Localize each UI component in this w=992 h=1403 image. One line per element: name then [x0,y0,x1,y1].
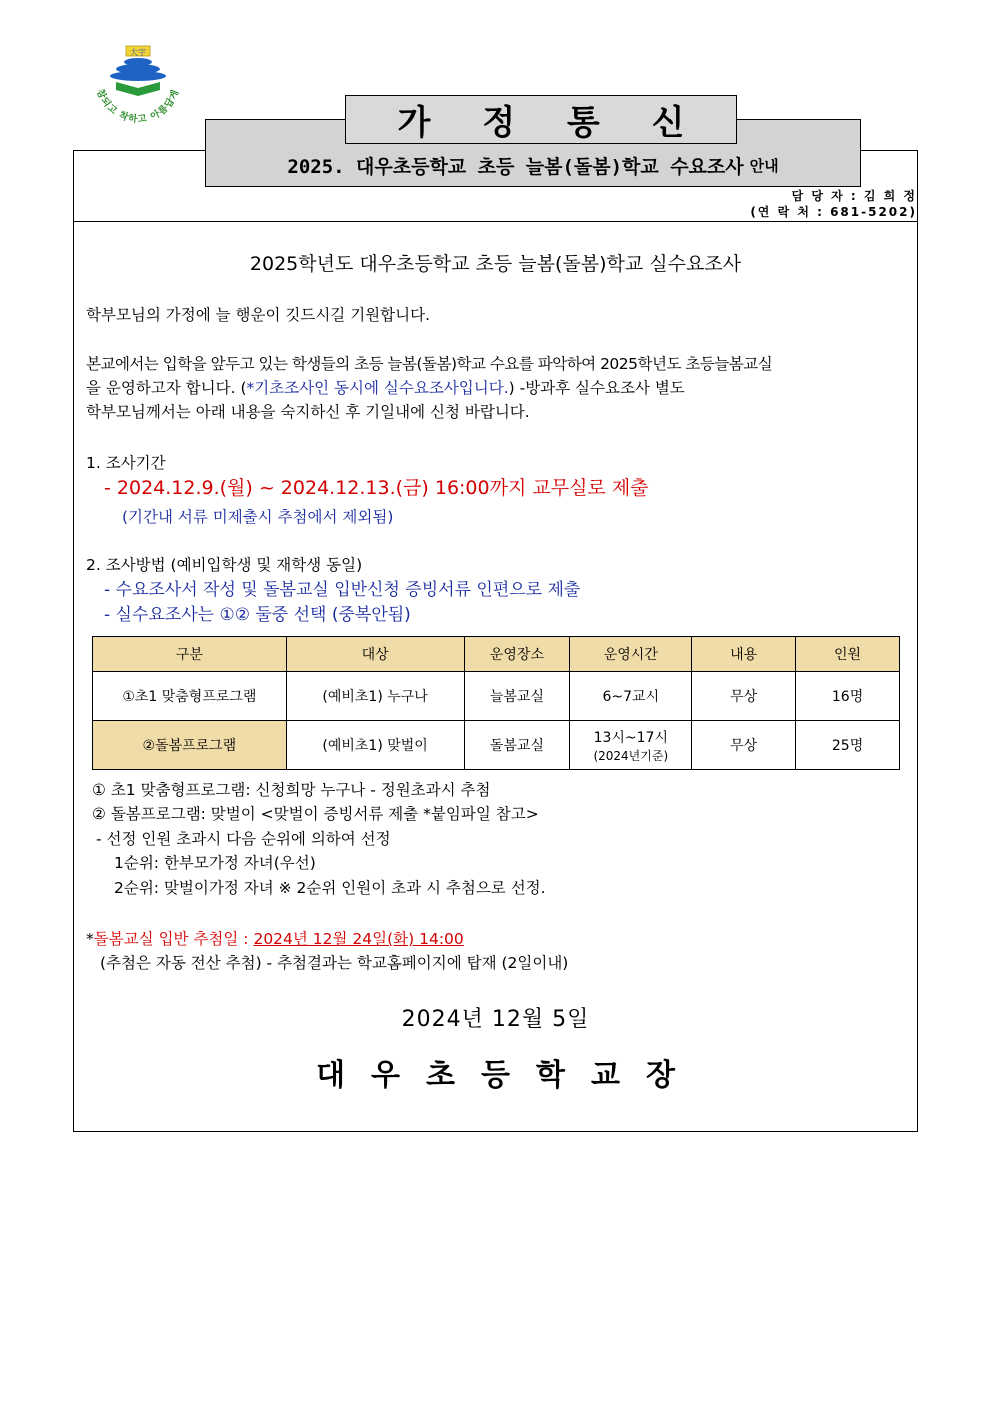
logo-motto: 참되고 착하고 아름답게 [94,87,182,126]
intro-line-3: 학부모님께서는 아래 내용을 숙지하신 후 기일내에 신청 바랍니다. [86,403,530,421]
subtitle-text: 2025. 대우초등학교 초등 늘봄(돌봄)학교 수요조사 [287,155,744,178]
intro-line-2-a: 을 운영하고자 합니다. ( [86,379,247,397]
cell-time-main: 13시~17시 [593,729,668,746]
contact-info [750,188,917,220]
draw-date: 2024년 12월 24일(화) 14:00 [253,930,464,948]
draw-date-line [86,927,464,951]
col-header-place: 운영장소 [464,637,570,672]
draw-prefix: * [86,930,94,948]
cell-content: 무상 [692,721,796,770]
col-header-target: 대상 [286,637,464,672]
table-row [93,721,900,770]
intro-line-2 [86,376,685,400]
cell-place: 돌봄교실 [464,721,570,770]
greeting: 학부모님의 가정에 늘 행운이 깃드시길 기원합니다. [86,306,430,324]
intro-line-2-blue: *기초조사인 동시에 실수요조사입니다. [246,379,509,397]
cell-time [570,721,692,770]
rank-2: 2순위: 맞벌이가정 자녀 ※ 2순위 인원이 초과 시 추첨으로 선정. [114,879,546,897]
draw-label: 돌봄교실 입반 추첨일 : [93,930,254,948]
table-row [93,672,900,721]
table-header-row [93,637,900,672]
header-divider [73,221,918,222]
logo-emblem-text: 大宇 [130,48,146,57]
section1-heading: 1. 조사기간 [86,454,166,472]
col-header-category: 구분 [93,637,287,672]
cell-target: (예비초1) 누구나 [286,672,464,721]
cell-count: 25명 [796,721,900,770]
cell-count: 16명 [796,672,900,721]
cell-time: 6~7교시 [570,672,692,721]
section2-item-1: - 수요조사서 작성 및 돌봄교실 입반신청 증빙서류 인편으로 제출 [104,580,581,600]
contact-phone: (연 락 처 : 681-5202) [750,205,917,219]
cell-category: ①초1 맞춤형프로그램 [93,672,287,721]
note-3: - 선정 인원 초과시 다음 순위에 의하여 선정 [96,830,391,848]
cell-time-sub: (2024년기준) [593,748,669,763]
intro-line-2-b: ) -방과후 실수요조사 별도 [508,379,685,397]
survey-table [92,636,900,770]
col-header-time: 운영시간 [570,637,692,672]
issue-date: 2024년 12월 5일 [401,1007,590,1032]
section2-heading: 2. 조사방법 (예비입학생 및 재학생 동일) [86,556,363,574]
cell-target: (예비초1) 맞벌이 [286,721,464,770]
col-header-count: 인원 [796,637,900,672]
cell-content: 무상 [692,672,796,721]
col-header-content: 내용 [692,637,796,672]
section1-note: (기간내 서류 미제출시 추첨에서 제외됨) [122,508,394,526]
contact-person: 담 당 자 : 김 희 정 [791,189,917,203]
subtitle-suffix: 안내 [749,156,779,175]
school-logo [86,40,190,132]
rank-1: 1순위: 한부모가정 자녀(우선) [114,854,316,872]
doc-title: 2025학년도 대우초등학교 초등 늘봄(돌봄)학교 실수요조사 [249,253,742,275]
note-1: ① 초1 맞춤형프로그램: 신청희망 누구나 - 정원초과시 추첨 [92,781,491,799]
draw-note: (추첨은 자동 전산 추첨) - 추첨결과는 학교홈페이지에 탑재 (2일이내) [100,954,569,972]
section1-period: - 2024.12.9.(월) ~ 2024.12.13.(금) 16:00까지 교무실로 제출 [104,477,649,499]
note-2: ② 돌봄프로그램: 맞벌이 <맞벌이 증빙서류 제출 *붙임파일 참고> [92,805,539,823]
newsletter-title: 가 정 통 신 [345,95,737,144]
document-subtitle [205,148,861,182]
cell-place: 늘봄교실 [464,672,570,721]
section2-item-2: - 실수요조사는 ①② 둘중 선택 (중복안됨) [104,605,411,625]
principal-signature: 대우초등학교장 [316,1058,701,1093]
cell-category: ②돌봄프로그램 [93,721,287,770]
intro-line-1: 본교에서는 입학을 앞두고 있는 학생들의 초등 늘봄(돌봄)학교 수요를 파악하여 2025학년도 초등늘봄교실 [86,355,773,373]
